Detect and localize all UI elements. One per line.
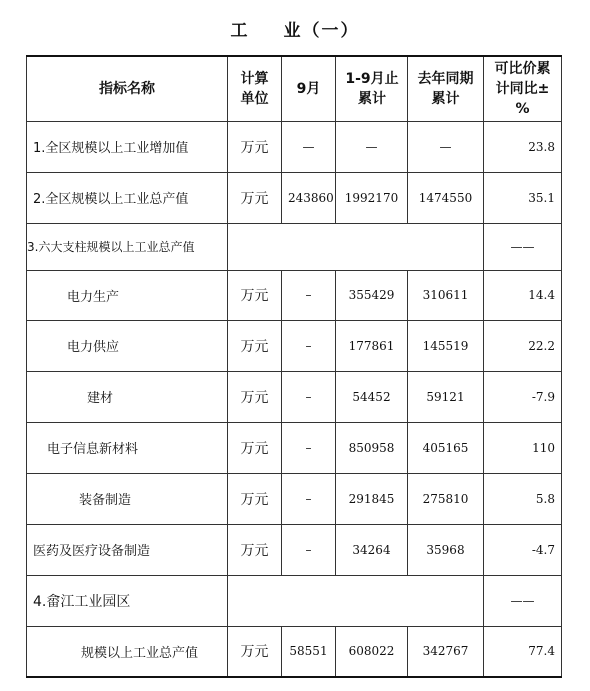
table-row: [27, 371, 562, 422]
header-comparable-change: [484, 56, 562, 121]
row-unit: 万元: [228, 626, 282, 677]
row-ytd: 291845: [336, 473, 408, 524]
row-ytd: 850958: [336, 422, 408, 473]
row-name: 3.六大支柱规模以上工业总产值: [27, 223, 228, 270]
table-row: [27, 575, 562, 626]
row-month: –: [282, 422, 336, 473]
row-unit: 万元: [228, 172, 282, 223]
row-empty-span: [228, 223, 484, 270]
row-unit: 万元: [228, 270, 282, 320]
row-ytd: 608022: [336, 626, 408, 677]
header-prev-text: 去年同期累计: [417, 70, 474, 107]
row-name: 电力供应: [27, 320, 228, 371]
row-cmp: -4.7: [484, 524, 562, 575]
row-cmp: 110: [484, 422, 562, 473]
header-ytd: [336, 56, 408, 121]
table-row: [27, 473, 562, 524]
header-cmp-text: 可比价累计同比±%: [494, 60, 551, 117]
row-name: 医药及医疗设备制造: [27, 524, 228, 575]
table-row: [27, 626, 562, 677]
row-month: –: [282, 473, 336, 524]
row-unit: 万元: [228, 371, 282, 422]
row-ytd: 34264: [336, 524, 408, 575]
row-unit: 万元: [228, 320, 282, 371]
header-ytd-text: 1-9月止累计: [345, 70, 399, 107]
row-month: —: [282, 121, 336, 172]
header-unit-text: 计算单位: [240, 70, 269, 107]
row-ytd: 177861: [336, 320, 408, 371]
row-cmp: 5.8: [484, 473, 562, 524]
row-month: –: [282, 270, 336, 320]
table-row: [27, 223, 562, 270]
row-cmp: 14.4: [484, 270, 562, 320]
row-name: 建材: [27, 371, 228, 422]
row-ytd: —: [336, 121, 408, 172]
row-name: 4.畲江工业园区: [27, 575, 228, 626]
table-row: [27, 172, 562, 223]
table-row: [27, 422, 562, 473]
row-month: –: [282, 320, 336, 371]
table-row: [27, 270, 562, 320]
row-prev: 405165: [408, 422, 484, 473]
row-cmp: 77.4: [484, 626, 562, 677]
row-name: 电子信息新材料: [27, 422, 228, 473]
row-cmp: -7.9: [484, 371, 562, 422]
row-prev: 310611: [408, 270, 484, 320]
row-cmp: ——: [484, 223, 562, 270]
row-prev: —: [408, 121, 484, 172]
row-prev: 145519: [408, 320, 484, 371]
row-unit: 万元: [228, 422, 282, 473]
row-unit: 万元: [228, 121, 282, 172]
row-unit: 万元: [228, 473, 282, 524]
row-name: 规模以上工业总产值: [27, 626, 228, 677]
row-prev: 342767: [408, 626, 484, 677]
row-month: 58551: [282, 626, 336, 677]
row-month: 243860: [282, 172, 336, 223]
table-row: [27, 524, 562, 575]
row-ytd: 54452: [336, 371, 408, 422]
industry-table: [26, 55, 562, 678]
row-name: 1.全区规模以上工业增加值: [27, 121, 228, 172]
row-prev: 1474550: [408, 172, 484, 223]
row-ytd: 355429: [336, 270, 408, 320]
row-prev: 275810: [408, 473, 484, 524]
row-cmp: ——: [484, 575, 562, 626]
row-month: –: [282, 524, 336, 575]
row-name: 2.全区规模以上工业总产值: [27, 172, 228, 223]
row-ytd: 1992170: [336, 172, 408, 223]
header-prev-year: [408, 56, 484, 121]
row-cmp: 22.2: [484, 320, 562, 371]
row-month: –: [282, 371, 336, 422]
row-prev: 59121: [408, 371, 484, 422]
header-month: 9月: [282, 56, 336, 121]
header-indicator-name: 指标名称: [27, 56, 228, 121]
row-cmp: 23.8: [484, 121, 562, 172]
row-prev: 35968: [408, 524, 484, 575]
row-name: 装备制造: [27, 473, 228, 524]
row-empty-span: [228, 575, 484, 626]
table-row: [27, 121, 562, 172]
table-row: [27, 320, 562, 371]
row-cmp: 35.1: [484, 172, 562, 223]
row-unit: 万元: [228, 524, 282, 575]
page-title: 工 业（一）: [230, 21, 360, 41]
row-name: 电力生产: [27, 270, 228, 320]
header-unit: [228, 56, 282, 121]
